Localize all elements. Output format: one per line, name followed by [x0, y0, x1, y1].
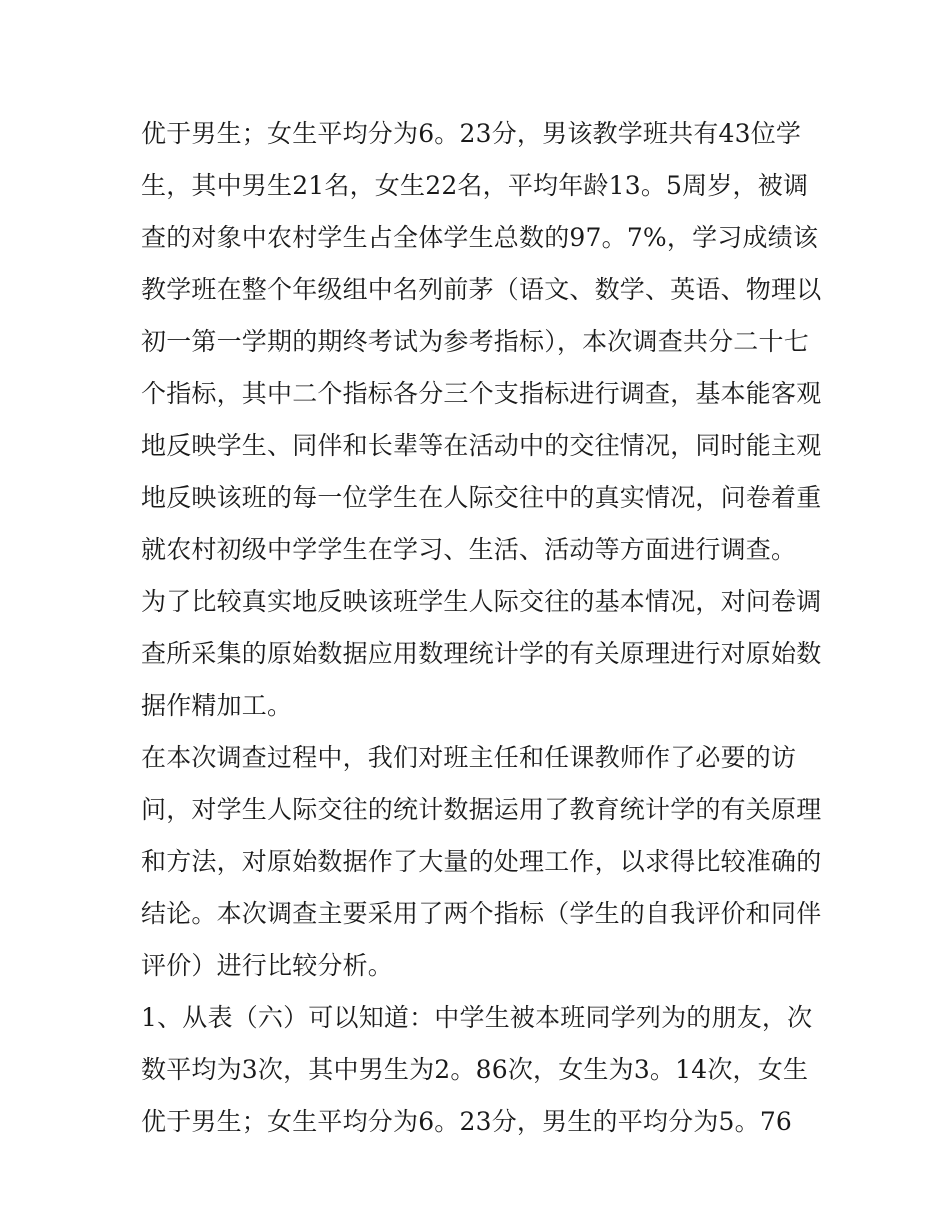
text-line: 在本次调查过程中，我们对班主任和任课教师作了必要的访 — [141, 743, 797, 772]
text-line: 地反映该班的每一位学生在人际交往中的真实情况，问卷着重 — [141, 483, 822, 512]
text-line: 优于男生；女生平均分为6。23分，男生的平均分为5。76 — [141, 1107, 793, 1136]
text-line: 教学班在整个年级组中名列前茅（语文、数学、英语、物理以 — [141, 275, 822, 304]
text-line: 数平均为3次，其中男生为2。86次，女生为3。14次，女生 — [141, 1055, 809, 1084]
text-line: 初一第一学期的期终考试为参考指标），本次调查共分二十七 — [141, 327, 809, 356]
text-line: 个指标，其中二个指标各分三个支指标进行调查，基本能客观 — [141, 379, 822, 408]
text-line: 为了比较真实地反映该班学生人际交往的基本情况，对问卷调 — [141, 587, 822, 616]
text-line: 据作精加工。 — [141, 691, 293, 720]
text-line: 结论。本次调查主要采用了两个指标（学生的自我评价和同伴 — [141, 899, 822, 928]
text-line: 查所采集的原始数据应用数理统计学的有关原理进行对原始数 — [141, 639, 822, 668]
text-line: 1、从表（六）可以知道：中学生被本班同学列为的朋友，次 — [141, 1003, 813, 1032]
text-line: 就农村初级中学学生在学习、生活、活动等方面进行调查。 — [141, 535, 797, 564]
text-line: 评价）进行比较分析。 — [141, 951, 394, 980]
body-text — [141, 108, 821, 1148]
text-line: 问，对学生人际交往的统计数据运用了教育统计学的有关原理 — [141, 795, 822, 824]
text-line: 地反映学生、同伴和长辈等在活动中的交往情况，同时能主观 — [141, 431, 822, 460]
text-line: 优于男生；女生平均分为6。23分，男该教学班共有43位学 — [141, 119, 802, 148]
text-line: 查的对象中农村学生占全体学生总数的97。7%，学习成绩该 — [141, 223, 819, 252]
text-line: 生，其中男生21名，女生22名，平均年龄13。5周岁，被调 — [141, 171, 809, 200]
text-line: 和方法，对原始数据作了大量的处理工作，以求得比较准确的 — [141, 847, 822, 876]
